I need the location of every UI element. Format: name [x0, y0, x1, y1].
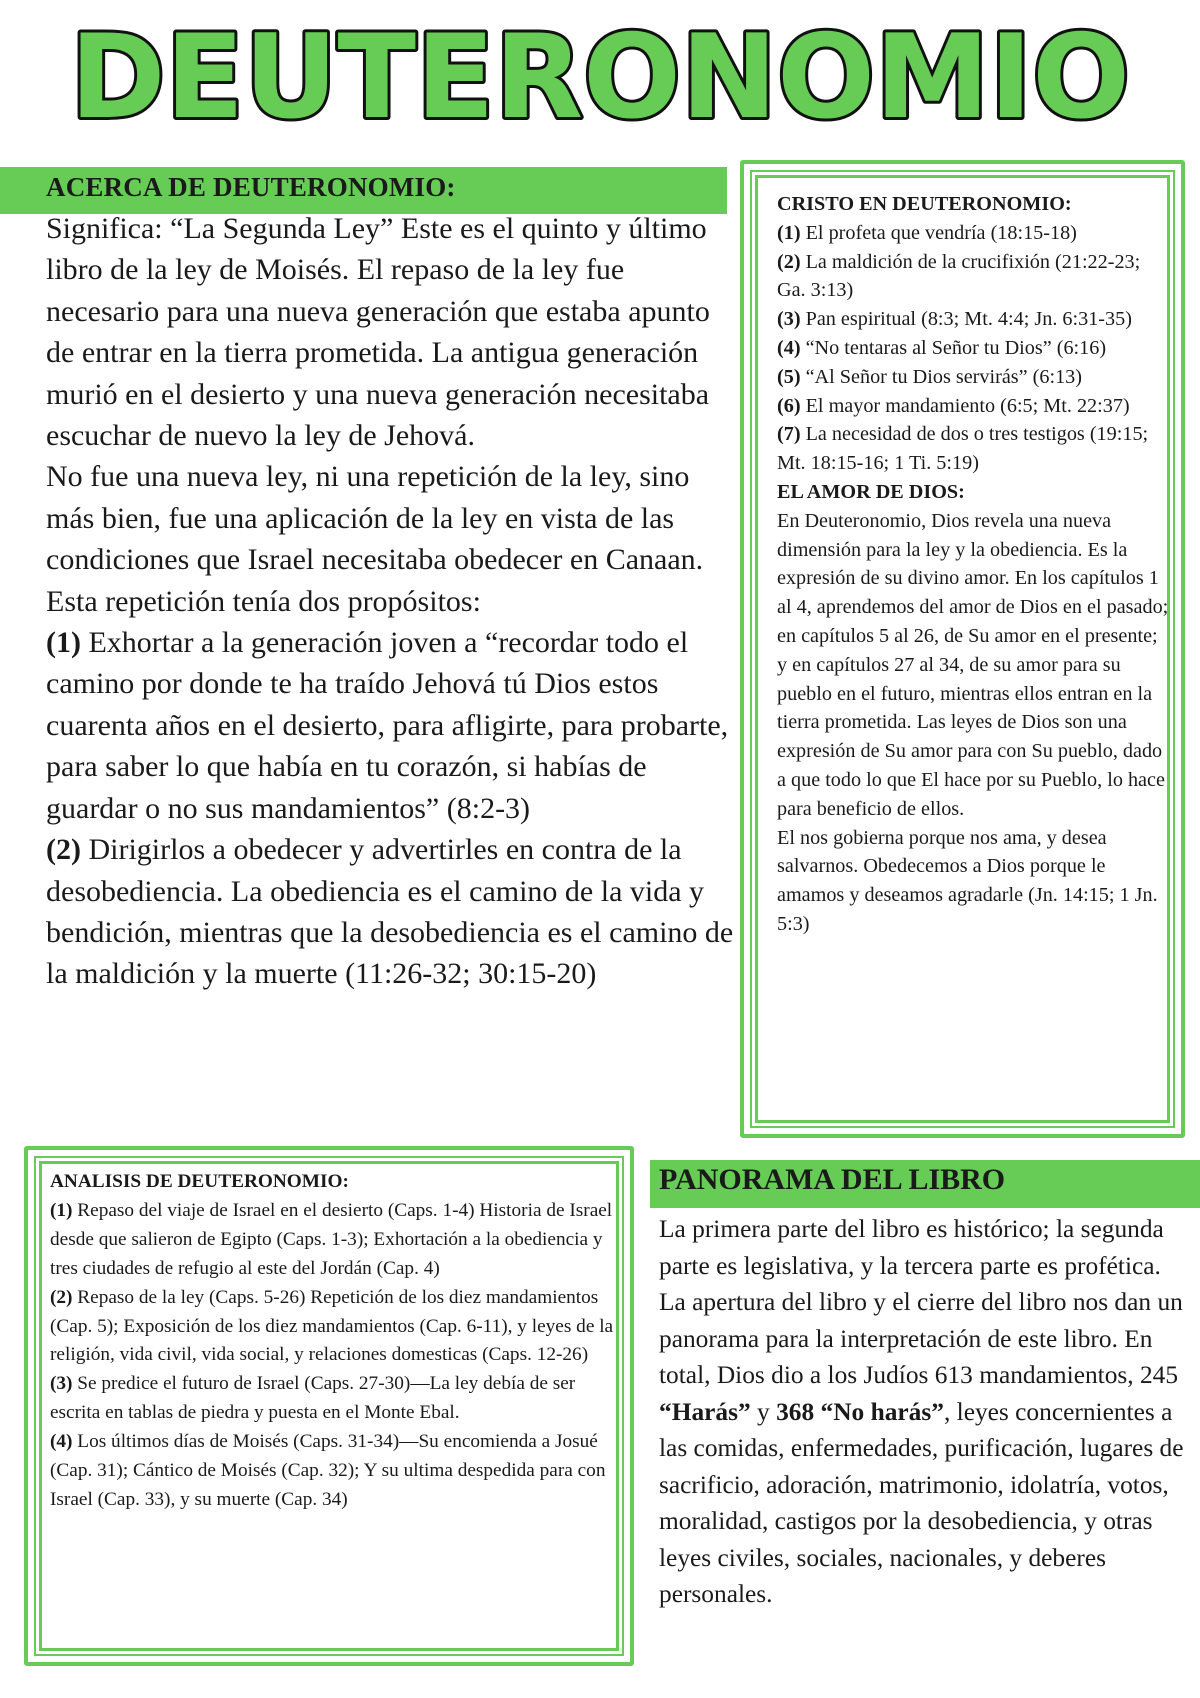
item-number: (5)	[777, 365, 801, 388]
item-number: (2)	[50, 1286, 73, 1308]
item-text: Dirigirlos a obedecer y advertirles en contra de la desobediencia. La obediencia es el camino de la vida y bendición, mientras que la desobediencia es el camino de la maldición y la muerte (11:26-32; 30:15-20)	[46, 833, 734, 991]
item-text: “Al Señor tu Dios servirás” (6:13)	[800, 365, 1082, 388]
analisis-item	[50, 1197, 630, 1284]
panorama-text-end: , leyes concernientes a las comidas, enfermedades, purificación, lugares de sacrificio, adoración, matrimonio, idolatría, votos, moralidad, castigos por la desobediencia, y otras leyes civiles, sociales, nacionales, y deberes personales.	[659, 1397, 1184, 1608]
panorama-heading: PANORAMA DEL LIBRO	[659, 1163, 1006, 1196]
cristo-box	[777, 190, 1172, 939]
item-text: La necesidad de dos o tres testigos (19:15; Mt. 18:15-16; 1 Ti. 5:19)	[777, 423, 1149, 475]
panorama-body	[659, 1211, 1184, 1613]
analisis-heading: ANALISIS DE DEUTERONOMIO:	[50, 1171, 349, 1192]
acerca-item-1	[46, 622, 736, 829]
cristo-item	[777, 363, 1172, 392]
item-number: (1)	[777, 221, 801, 244]
panorama-text-mid: y	[750, 1397, 777, 1426]
amor-paragraph-2: El nos gobierna porque nos ama, y desea salvarnos. Obedecemos a Dios porque le amamos y deseamos agradarle (Jn. 14:15; 1 Jn. 5:3)	[777, 826, 1158, 935]
item-number: (2)	[46, 833, 81, 867]
item-number: (6)	[777, 394, 801, 417]
amor-paragraph-1: En Deuteronomio, Dios revela una nueva dimensión para la ley y la obediencia. Es la expresión de su divino amor. En los capítulos 1 al 4, aprendemos del amor de Dios en el pasado; en capítulos 5 al 26, de Su amor en el presente; y en capítulos 27 al 34, de su amor para su pueblo en el futuro, mientras ellos entran en la tierra prometida. Las leyes de Dios son una expresión de Su amor para con Su pueblo, dado a que todo lo que El hace por su Pueblo, lo hace para beneficio de ellos.	[777, 509, 1169, 820]
cristo-item	[777, 248, 1172, 306]
acerca-paragraph-2: No fue una nueva ley, ni una repetición de la ley, sino más bien, fue una aplicación de la ley en vista de las condiciones que Israel necesitaba obedecer en Canaan.	[46, 460, 704, 577]
item-number: (3)	[50, 1373, 73, 1395]
analisis-item	[50, 1284, 630, 1371]
cristo-item	[777, 420, 1172, 478]
item-number: (4)	[50, 1431, 73, 1453]
panorama-bold-no-haras: 368 “No harás”	[776, 1397, 944, 1426]
analisis-item	[50, 1428, 630, 1515]
analisis-item	[50, 1370, 630, 1428]
panorama-bold-haras: “Harás”	[659, 1397, 751, 1426]
title-graphic	[0, 12, 1200, 142]
cristo-heading: CRISTO EN DEUTERONOMIO:	[777, 193, 1072, 215]
panorama-text-start: La primera parte del libro es histórico; la segunda parte es legislativa, y la tercera parte es profética. La apertura del libro y el cierre del libro nos dan un panorama para la interpretación de este libro. En total, Dios dio a los Judíos 613 mandamientos, 245	[659, 1215, 1183, 1389]
panorama-paragraph	[659, 1211, 1184, 1613]
title-text: DEUTERONOMIO	[70, 12, 1130, 142]
item-number: (2)	[777, 250, 801, 273]
acerca-body	[46, 208, 736, 995]
analisis-box	[50, 1168, 630, 1515]
acerca-item-2	[46, 829, 736, 995]
acerca-paragraph-3: Esta repetición tenía dos propósitos:	[46, 584, 481, 618]
item-number: (3)	[777, 308, 801, 331]
acerca-paragraph-1: Significa: “La Segunda Ley” Este es el quinto y último libro de la ley de Moisés. El repaso de la ley fue necesario para una nueva generación que estaba apunto de entrar en la tierra prometida. La antigua generación murió en el desierto y una nueva generación necesitaba escuchar de nuevo la ley de Jehová.	[46, 212, 710, 453]
item-number: (4)	[777, 336, 801, 359]
item-text: El profeta que vendría (18:15-18)	[800, 221, 1077, 244]
item-text: Los últimos días de Moisés (Caps. 31-34)—Su encomienda a Josué (Cap. 31); Cántico de Moisés (Cap. 32); Y su ultima despedida para con Israel (Cap. 33), y su muerte (Cap. 34)	[50, 1431, 606, 1510]
item-text: Se predice el futuro de Israel (Caps. 27-30)—La ley debía de ser escrita en tablas de piedra y puesta en el Monte Ebal.	[50, 1373, 576, 1424]
item-text: El mayor mandamiento (6:5; Mt. 22:37)	[800, 394, 1130, 417]
cristo-item	[777, 334, 1172, 363]
item-text: La maldición de la crucifixión (21:22-23; Ga. 3:13)	[777, 250, 1141, 302]
item-number: (1)	[46, 626, 81, 660]
item-text: Pan espiritual (8:3; Mt. 4:4; Jn. 6:31-35)	[800, 308, 1132, 331]
item-number: (1)	[50, 1199, 73, 1221]
page-title	[0, 12, 1200, 142]
item-number: (7)	[777, 423, 801, 446]
item-text: Repaso del viaje de Israel en el desierto (Caps. 1-4) Historia de Israel desde que salieron de Egipto (Caps. 1-3); Exhortación a la obediencia y tres ciudades de refugio al este del Jordán (Cap. 4)	[50, 1199, 613, 1279]
item-text: Repaso de la ley (Caps. 5-26) Repetición de los diez mandamientos (Cap. 5); Exposición de los diez mandamientos (Cap. 6-11), y leyes de la religión, vida civil, vida social, y relaciones domesticas (Caps. 12-26)	[50, 1286, 614, 1366]
item-text: Exhortar a la generación joven a “recordar todo el camino por donde te ha traído Jehová tú Dios estos cuarenta años en el desierto, para afligirte, para probarte, para saber lo que había en tu corazón, si habías de guardar o no sus mandamientos” (8:2-3)	[46, 626, 729, 825]
cristo-item	[777, 392, 1172, 421]
amor-heading: EL AMOR DE DIOS:	[777, 480, 965, 503]
cristo-item	[777, 219, 1172, 248]
acerca-heading: ACERCA DE DEUTERONOMIO:	[46, 172, 456, 202]
item-text: “No tentaras al Señor tu Dios” (6:16)	[800, 336, 1107, 359]
cristo-item	[777, 305, 1172, 334]
